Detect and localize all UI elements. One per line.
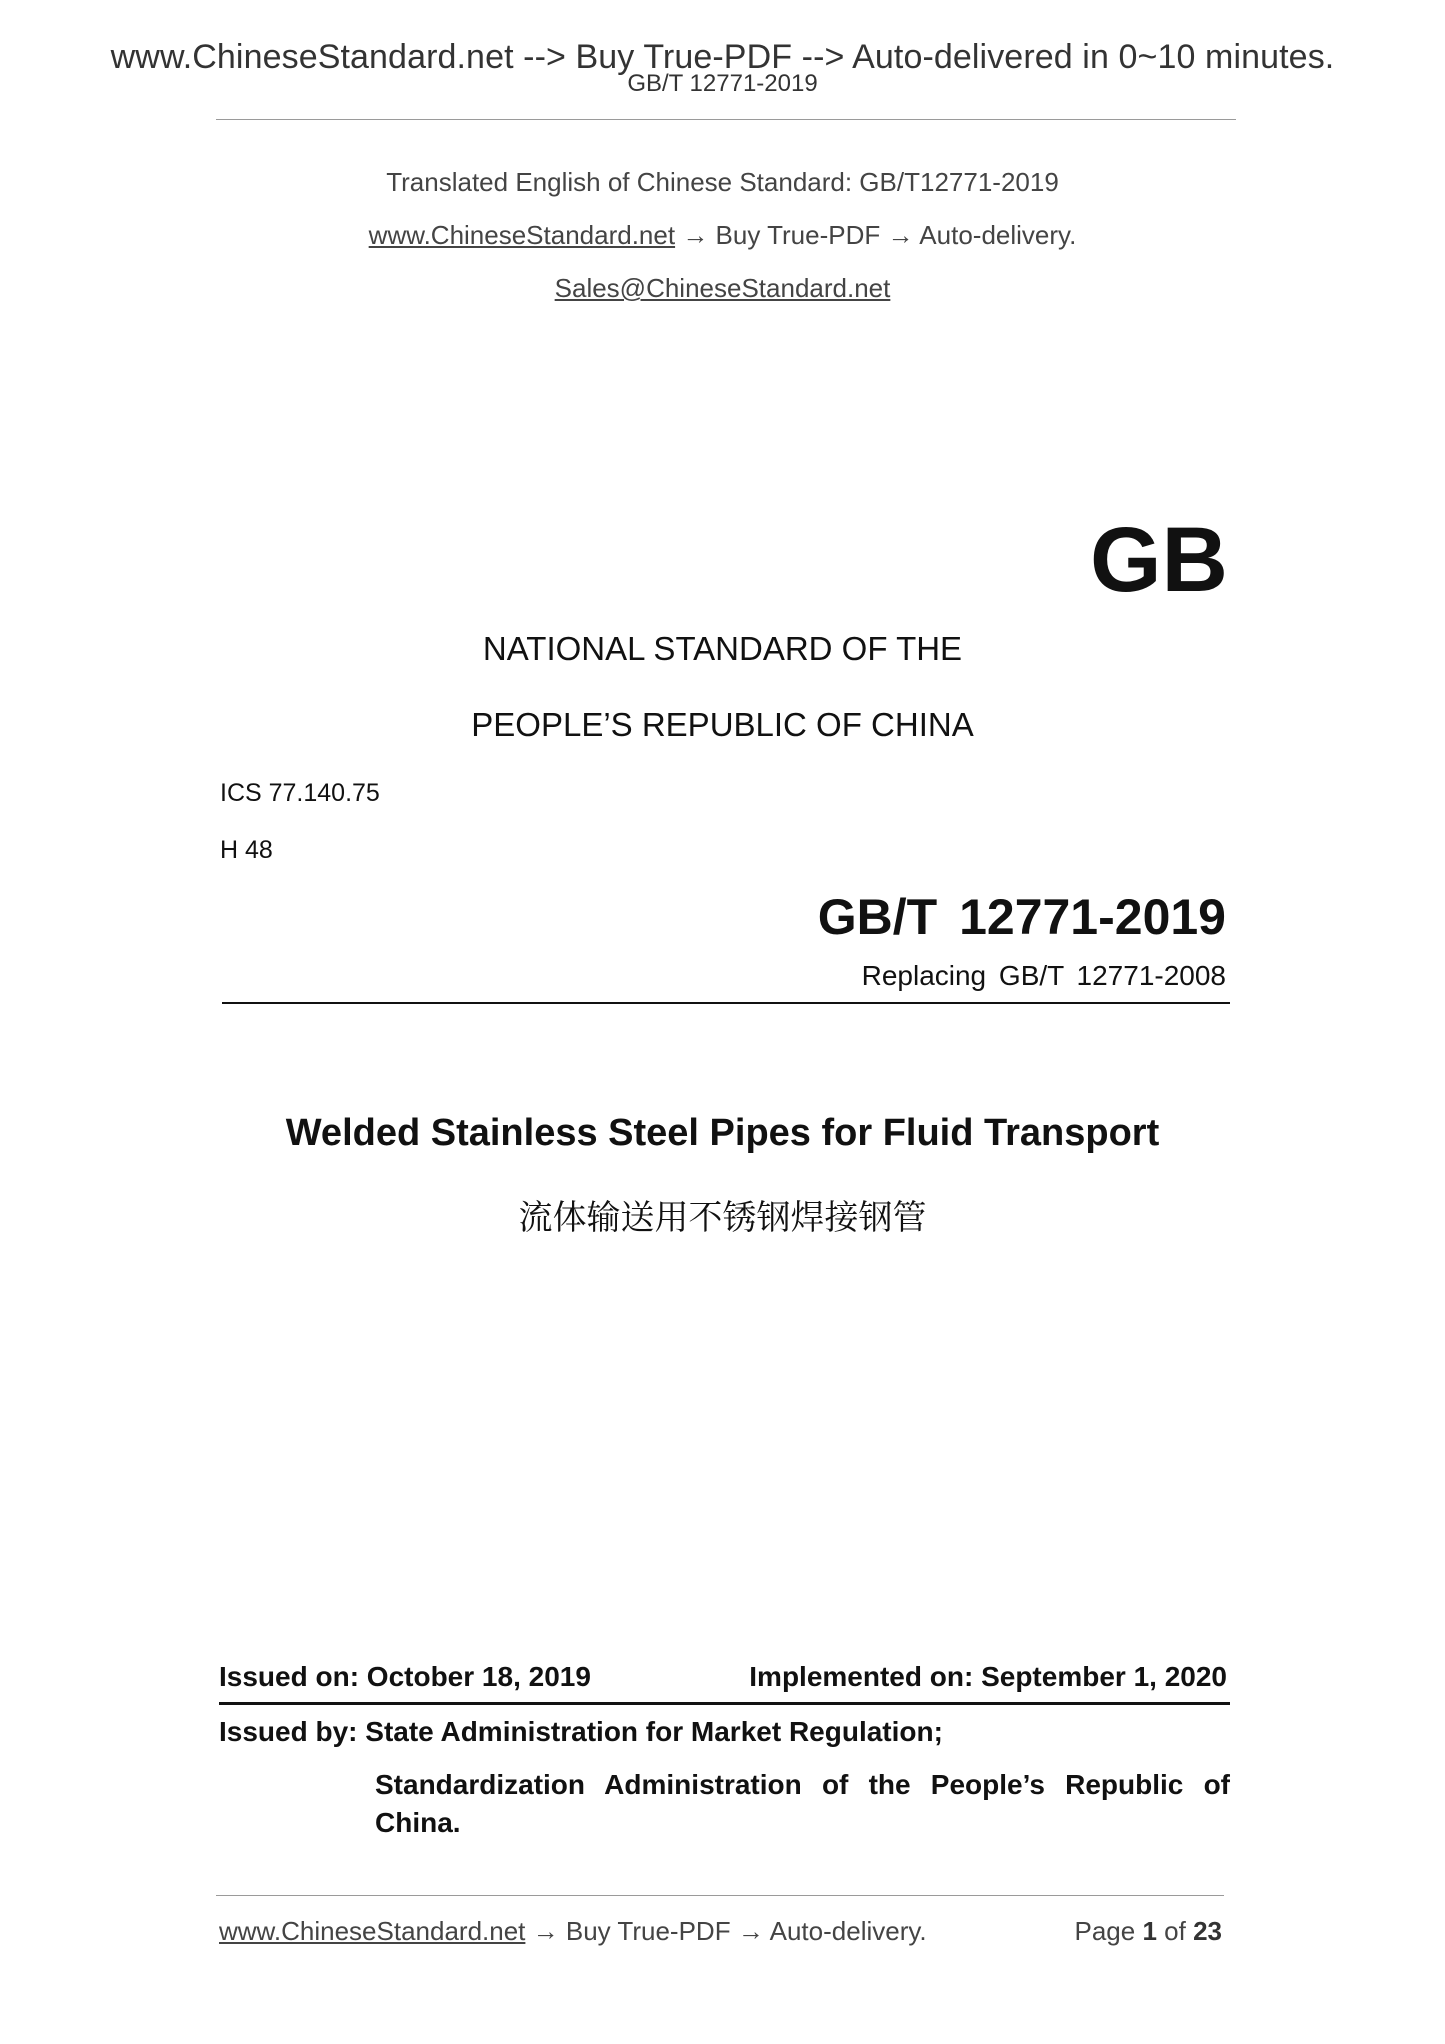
purchase-links [0,220,1445,251]
header-divider [216,119,1236,120]
of-word: of [1164,1916,1186,1946]
replacing-note: Replacing GB/T 12771-2008 [861,960,1226,991]
buy-text: Buy True-PDF [715,220,881,250]
footer-site-link[interactable]: www.ChineseStandard.net [219,1916,526,1946]
top-banner[interactable]: www.ChineseStandard.net --> Buy True-PDF --> Auto-delivered in 0~10 minutes. [110,38,1335,76]
implemented-on-date: Implemented on: September 1, 2020 [749,1661,1227,1692]
issued-by: Issued by: State Administration for Market Regulation; [219,1716,943,1747]
running-header: GB/T 12771-2019 [627,70,818,97]
standard-number: GB/T 12771-2019 [817,889,1226,945]
page-indicator [1074,1916,1222,1947]
footer-delivery-text: Auto-delivery. [769,1916,927,1946]
arrow-icon: → [887,220,914,250]
title-divider [222,1002,1230,1004]
ics-code: ICS 77.140.75 [220,779,380,807]
page-total: 23 [1193,1916,1222,1946]
document-title-chinese: 流体输送用不锈钢焊接钢管 [518,1198,927,1238]
footer-buy-text: Buy True-PDF [565,1916,731,1946]
sales-email-link[interactable]: Sales@ChineseStandard.net [554,273,891,303]
footer-divider [216,1895,1224,1896]
national-standard-line-1: NATIONAL STANDARD OF THE [482,630,963,667]
gb-mark: GB [1090,509,1228,611]
arrow-icon: → [682,220,709,250]
document-title-english: Welded Stainless Steel Pipes for Fluid Transport [285,1112,1160,1154]
issued-on-date: Issued on: October 18, 2019 [219,1661,591,1692]
arrow-icon: → [737,1916,764,1946]
national-standard-line-2: PEOPLE’S REPUBLIC OF CHINA [471,706,974,743]
site-link[interactable]: www.ChineseStandard.net [368,220,676,250]
delivery-text: Auto-delivery. [919,220,1077,250]
footer-links [219,1916,927,1947]
issued-by-continued: Standardization Administration of the People’s Republic of China. [375,1769,1230,1838]
issue-divider [219,1702,1230,1705]
sales-contact [0,273,1445,304]
translation-note: Translated English of Chinese Standard: GB/T12771-2019 [386,167,1059,197]
page-word: Page [1074,1916,1136,1946]
classification-code: H 48 [220,836,273,864]
page-number: 1 [1142,1916,1157,1946]
arrow-icon: → [532,1916,559,1946]
